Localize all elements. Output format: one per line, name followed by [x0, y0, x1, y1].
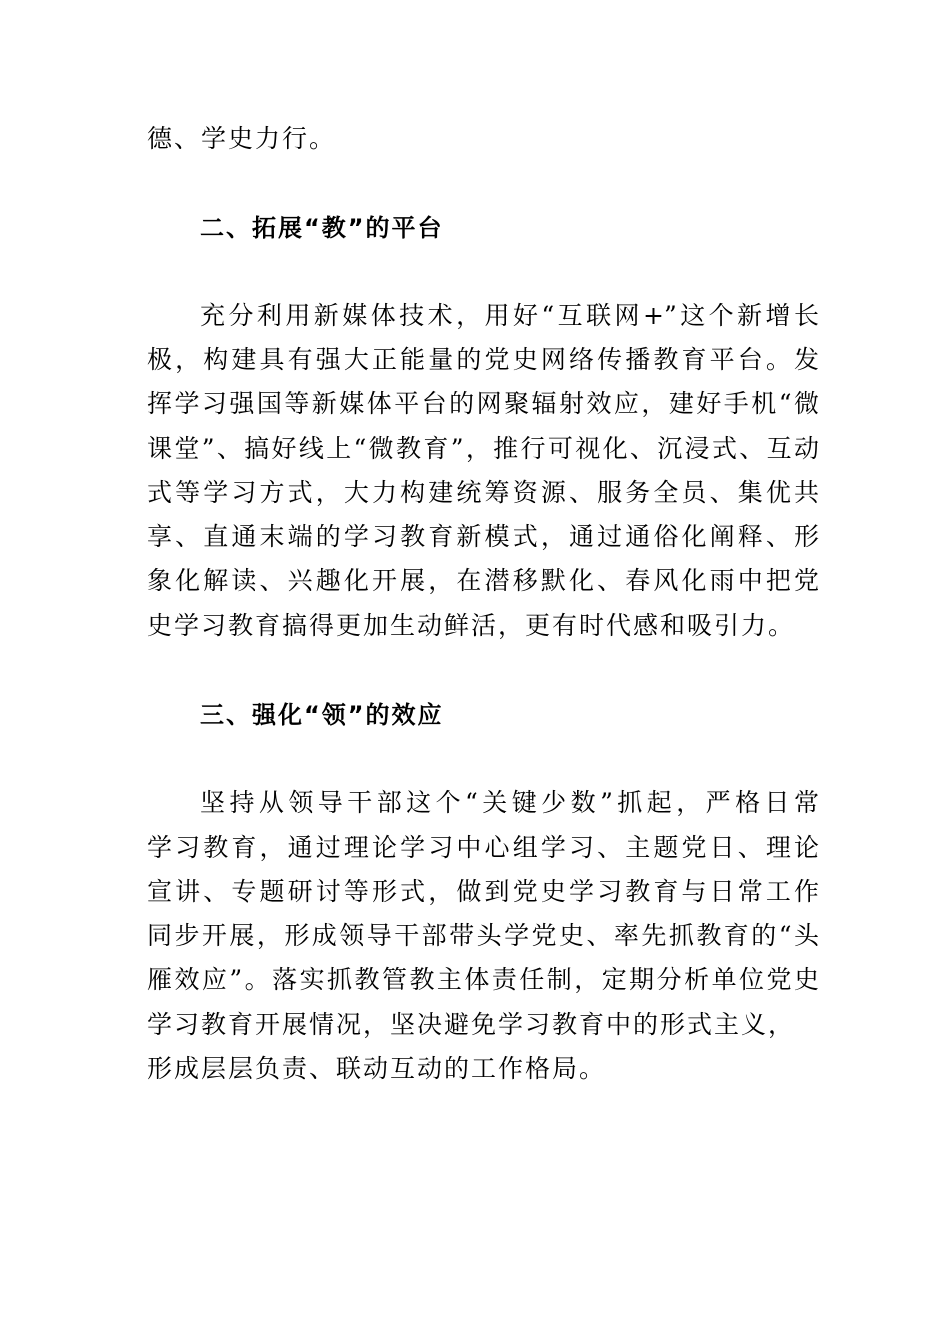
- paragraph-line: 充分利用新媒体技术，用好“互联网+”这个新增长: [200, 301, 819, 330]
- paragraph-line: 学习教育，通过理论学习中心组学习、主题党日、理论: [147, 833, 819, 862]
- paragraph-line: 享、直通末端的学习教育新模式，通过通俗化阐释、形: [147, 522, 819, 551]
- paragraph-line: 宣讲、专题研讨等形式，做到党史学习教育与日常工作: [147, 877, 819, 906]
- paragraph-line: 挥学习强国等新媒体平台的网聚辐射效应，建好手机“微: [147, 389, 819, 418]
- paragraph-line: 雁效应”。落实抓教管教主体责任制，定期分析单位党史: [147, 965, 819, 994]
- paragraph-line: 坚持从领导干部这个“关键少数”抓起，严格日常: [200, 788, 819, 817]
- paragraph-line: 形成层层负责、联动互动的工作格局。: [147, 1054, 607, 1083]
- paragraph-line: 极，构建具有强大正能量的党史网络传播教育平台。发: [147, 345, 819, 374]
- paragraph-tail-line: 德、学史力行。: [147, 124, 337, 153]
- section-2-heading: 二、拓展“教”的平台: [200, 214, 444, 242]
- section-3-heading: 三、强化“领”的效应: [200, 701, 444, 729]
- paragraph-line: 式等学习方式，大力构建统筹资源、服务全员、集优共: [147, 478, 819, 507]
- paragraph-line: 学习教育开展情况，坚决避免学习教育中的形式主义，: [147, 1010, 796, 1039]
- paragraph-line: 同步开展，形成领导干部带头学党史、率先抓教育的“头: [147, 921, 819, 950]
- paragraph-line: 课堂”、搞好线上“微教育”，推行可视化、沉浸式、互动: [147, 434, 819, 463]
- paragraph-line: 象化解读、兴趣化开展，在潜移默化、春风化雨中把党: [147, 566, 819, 595]
- paragraph-line: 史学习教育搞得更加生动鲜活，更有时代感和吸引力。: [147, 611, 796, 640]
